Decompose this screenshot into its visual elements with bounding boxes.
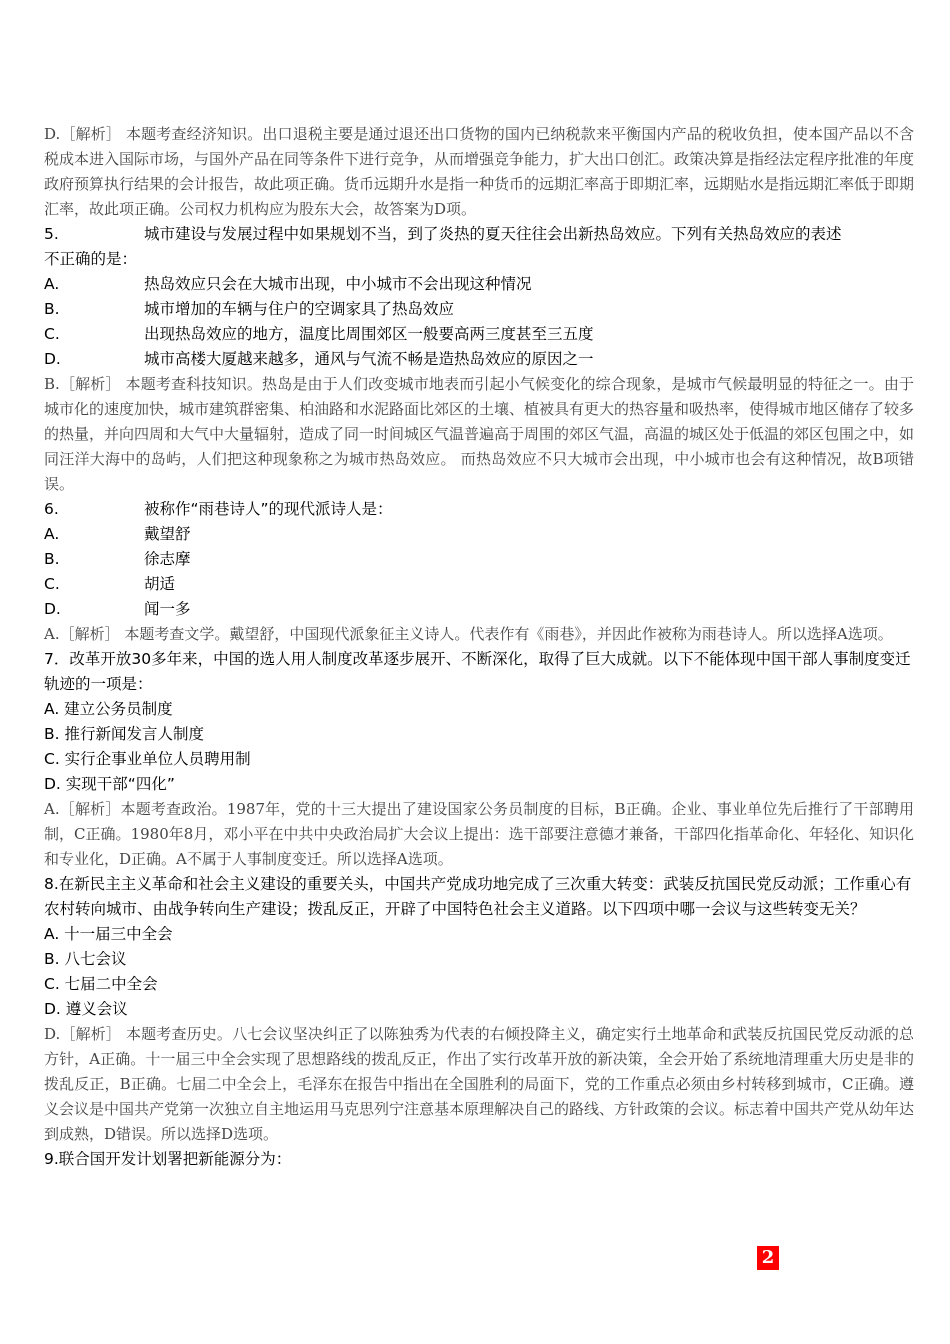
option-c: C. 胡适 xyxy=(44,575,176,593)
option-d: D. 城市高楼大厦越来越多，通风与气流不畅是造热岛效应的原因之一 xyxy=(44,350,594,368)
question-text: 被称作“雨巷诗人”的现代派诗人是： xyxy=(144,500,393,518)
explanation-q5: B.［解析］ 本题考查科技知识。热岛是由于人们改变城市地表而引起小气候变化的综合现象，是城市气候最明显的特征之一。由于城市化的速度加快，城市建筑群密集、柏油路和水泥路面比郊区的土壤、植被具有更大的热容量和吸热率，使得城市地区储存了较多的热量，并向四周和大气中大量辐射，造成了同一时间城区气温普遍高于周围的郊区气温，高温的城区处于低温的郊区包围之中，如同汪洋大海中的岛屿，人们把这种现象称之为城市热岛效应。 而热岛效应不只大城市会出现，中小城市也会有这种情况，故B项错误。 xyxy=(44,375,915,493)
option-c: C. 实行企事业单位人员聘用制 xyxy=(44,750,251,768)
question-stem xyxy=(44,222,914,247)
question-number: 5. xyxy=(44,225,59,243)
document-page xyxy=(44,122,914,1172)
question-stem xyxy=(44,497,914,522)
option-b: B. 八七会议 xyxy=(44,950,127,968)
question-text: 7．改革开放30多年来，中国的选人用人制度改革逐步展开、不断深化，取得了巨大成就。以下不能体现中国干部人事制度变迁轨迹的一项是： xyxy=(44,650,911,693)
option-b: B. 徐志摩 xyxy=(44,550,191,568)
option-a: A. 热岛效应只会在大城市出现，中小城市不会出现这种情况 xyxy=(44,275,532,293)
question-9 xyxy=(44,1147,914,1172)
option-c: C. 七届二中全会 xyxy=(44,975,158,993)
page-number-badge: 2 xyxy=(757,1246,779,1270)
question-text: 9.联合国开发计划署把新能源分为： xyxy=(44,1150,292,1168)
option-a: A. 戴望舒 xyxy=(44,525,191,543)
option-c: C. 出现热岛效应的地方，温度比周围郊区一般要高两三度甚至三五度 xyxy=(44,325,594,343)
explanation-q6: A.［解析］ 本题考查文学。戴望舒，中国现代派象征主义诗人。代表作有《雨巷》，并因此作被称为雨巷诗人。所以选择A选项。 xyxy=(44,625,893,643)
option-d: D. 遵义会议 xyxy=(44,1000,128,1018)
question-text: 8.在新民主主义革命和社会主义建设的重要关头，中国共产党成功地完成了三次重大转变：武装反抗国民党反动派；工作重心有农村转向城市、由战争转向生产建设；拨乱反正，开辟了中国特色社会主义道路。以下四项中哪一会议与这些转变无关？ xyxy=(44,875,912,918)
explanation-q7: A.［解析］本题考查政治。1987年，党的十三大提出了建设国家公务员制度的目标，B正确。企业、事业单位先后推行了干部聘用制，C正确。1980年8月，邓小平在中共中央政治局扩大会议上提出：选干部要注意德才兼备，干部四化指革命化、年轻化、知识化和专业化，D正确。A不属于人事制度变迁。所以选择A选项。 xyxy=(44,800,914,868)
question-number: 6. xyxy=(44,500,59,518)
explanation-q8: D.［解析］ 本题考查历史。八七会议坚决纠正了以陈独秀为代表的右倾投降主义，确定实行土地革命和武装反抗国民党反动派的总方针，A正确。十一届三中全会实现了思想路线的拨乱反正，作出了实行改革开放的新决策，全会开始了系统地清理重大历史是非的拨乱反正，B正确。七届二中全会上，毛泽东在报告中指出在全国胜利的局面下，党的工作重点必须由乡村转移到城市，C正确。遵义会议是中国共产党第一次独立自主地运用马克思列宁注意基本原理解决自己的路线、方针政策的会议。标志着中国共产党从幼年达到成熟，D错误。所以选择D选项。 xyxy=(44,1025,915,1143)
question-6 xyxy=(44,497,914,647)
question-text-cont: 不正确的是： xyxy=(44,250,138,268)
option-b: B. 推行新闻发言人制度 xyxy=(44,725,204,743)
question-5 xyxy=(44,222,914,497)
option-a: A. 十一届三中全会 xyxy=(44,925,173,943)
option-d: D. 闻一多 xyxy=(44,600,191,618)
option-a: A. 建立公务员制度 xyxy=(44,700,173,718)
question-8 xyxy=(44,872,914,1147)
option-b: B. 城市增加的车辆与住户的空调家具了热岛效应 xyxy=(44,300,455,318)
option-d: D. 实现干部“四化” xyxy=(44,775,175,793)
explanation-q4: D.［解析］ 本题考查经济知识。出口退税主要是通过退还出口货物的国内已纳税款来平衡国内产品的税收负担，使本国产品以不含税成本进入国际市场，与国外产品在同等条件下进行竞争，从而增强竞争能力，扩大出口创汇。政策决算是指经法定程序批准的年度政府预算执行结果的会计报告，故此项正确。货币远期升水是指一种货币的远期汇率高于即期汇率，远期贴水是指远期汇率低于即期汇率，故此项正确。公司权力机构应为股东大会，故答案为D项。 xyxy=(44,125,915,218)
question-7 xyxy=(44,647,914,872)
question-text: 城市建设与发展过程中如果规划不当，到了炎热的夏天往往会出新热岛效应。下列有关热岛效应的表述 xyxy=(144,225,842,243)
